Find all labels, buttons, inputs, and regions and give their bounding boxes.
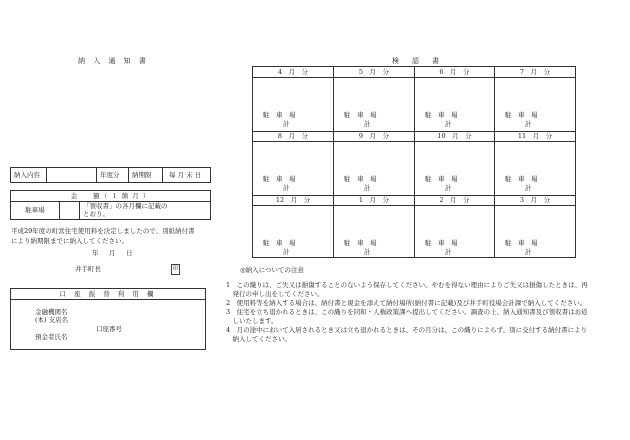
month-header: 10 月 分 (437, 132, 472, 140)
notice-date: 年 月 日 (92, 249, 135, 257)
institution-label: 金融機関名 (35, 308, 68, 316)
deadline-value: 毎 月 末 日 (169, 171, 202, 179)
notes-line: 2 使用料等を納入する場合は、納付書と現金を添えて納付場所(納付書に記載)及び井手町役場会計課で納入してください。 (226, 299, 587, 307)
month-header: 7 月 分 (519, 68, 551, 76)
month-header: 9 月 分 (358, 132, 390, 140)
notice-body (11, 226, 195, 246)
total-label: 計 (445, 184, 452, 192)
parking-label: 駐 車 場 (263, 175, 296, 183)
parking-label: 駐 車 場 (344, 239, 377, 247)
grid-line (253, 205, 575, 206)
total-label: 計 (364, 120, 371, 128)
notes-line: 3 住宅を立ち退かれるときは、この織りを同和・人権政策課へ提出してください。調査の上、納入通知書及び領収書はお返 (226, 308, 588, 316)
amount-header: 金 額（ １ 箇 月 ） (11, 191, 210, 202)
month-header: 3 月 分 (519, 196, 551, 204)
parking-label: 駐 車 場 (505, 175, 538, 183)
month-header: 8 月 分 (277, 132, 309, 140)
grid-line (253, 77, 575, 78)
grid-line (253, 141, 575, 142)
notes-list (226, 281, 588, 344)
parking-label: 駐 車 場 (425, 239, 458, 247)
bank-transfer-box (10, 288, 206, 350)
month-header: 4 月 分 (277, 68, 309, 76)
parking-label: 駐 車 場 (344, 111, 377, 119)
total-label: 計 (525, 120, 532, 128)
grid-line (333, 67, 334, 257)
seal-stamp: 印 (171, 264, 180, 275)
issuer-name: 井手町長 (75, 265, 101, 273)
total-label: 計 (364, 184, 371, 192)
amount-label: 駐車場 (11, 201, 60, 219)
notice-body-line: 平成29年度の町営住宅使用料を決定しましたので、別紙納付書 (11, 227, 195, 235)
parking-label: 駐 車 場 (505, 111, 538, 119)
amount-note-line: とおり。 (83, 210, 109, 218)
parking-label: 駐 車 場 (425, 111, 458, 119)
notice-title: 納 入 通 知 書 (78, 57, 149, 65)
grid-line (494, 67, 495, 257)
total-label: 計 (445, 248, 452, 256)
inspection-title: 検 認 書 (392, 57, 442, 65)
total-label: 計 (525, 248, 532, 256)
info-row (10, 167, 211, 183)
bank-header: 口 座 振 替 利 用 欄 (11, 289, 205, 300)
month-header: 5 月 分 (358, 68, 390, 76)
notice-body-line: により納期限までに納入してください。 (11, 237, 128, 245)
year-label: 年度分 (97, 168, 129, 182)
notes-line: 1 この織りは、ご失又は損傷することのないよう保存してください。やむを得ない理由によりご失又は損傷したときは、再 (226, 281, 588, 289)
total-label: 計 (525, 184, 532, 192)
notes-line: 4 月の途中において入居されるとき又は立ち退かれるときは、その月分は、この織りによらず、別に交付する納付書により (226, 326, 588, 334)
month-header: 6 月 分 (439, 68, 470, 76)
amount-note (83, 202, 168, 218)
parking-label: 駐 車 場 (344, 175, 377, 183)
notes-line: 納入してください。 (226, 335, 291, 343)
month-header: 1 月 分 (358, 196, 390, 204)
parking-label: 駐 車 場 (263, 111, 296, 119)
total-label: 計 (283, 184, 290, 192)
total-label: 計 (283, 120, 290, 128)
depositor-label: 預金者氏名 (35, 333, 68, 341)
notes-line: 発行の申し出をしてください。 (226, 290, 324, 298)
parking-label: 駐 車 場 (263, 239, 296, 247)
total-label: 計 (445, 120, 452, 128)
notes-line: しいたします。 (226, 317, 278, 325)
amount-note-line: 「領収書」の各月欄に記載の (83, 202, 168, 210)
item-label: 納入内容 (11, 168, 47, 182)
deadline-label: 納期限 (129, 168, 163, 182)
parking-label: 駐 車 場 (425, 175, 458, 183)
parking-label: 駐 車 場 (505, 239, 538, 247)
account-no-label: 口座番号 (96, 325, 122, 333)
inspection-grid (252, 66, 576, 258)
grid-line (414, 67, 415, 257)
total-label: 計 (283, 248, 290, 256)
total-label: 計 (364, 248, 371, 256)
month-header: 2 月 分 (439, 196, 470, 204)
amount-box (10, 190, 211, 220)
month-header: 11 月 分 (517, 132, 553, 140)
month-header: 12 月 分 (275, 196, 311, 204)
item-value (47, 168, 97, 182)
notes-heading: ◎納入についての注意 (240, 266, 305, 274)
branch-label: (本) 支店名 (35, 316, 69, 324)
amount-value (59, 201, 80, 219)
